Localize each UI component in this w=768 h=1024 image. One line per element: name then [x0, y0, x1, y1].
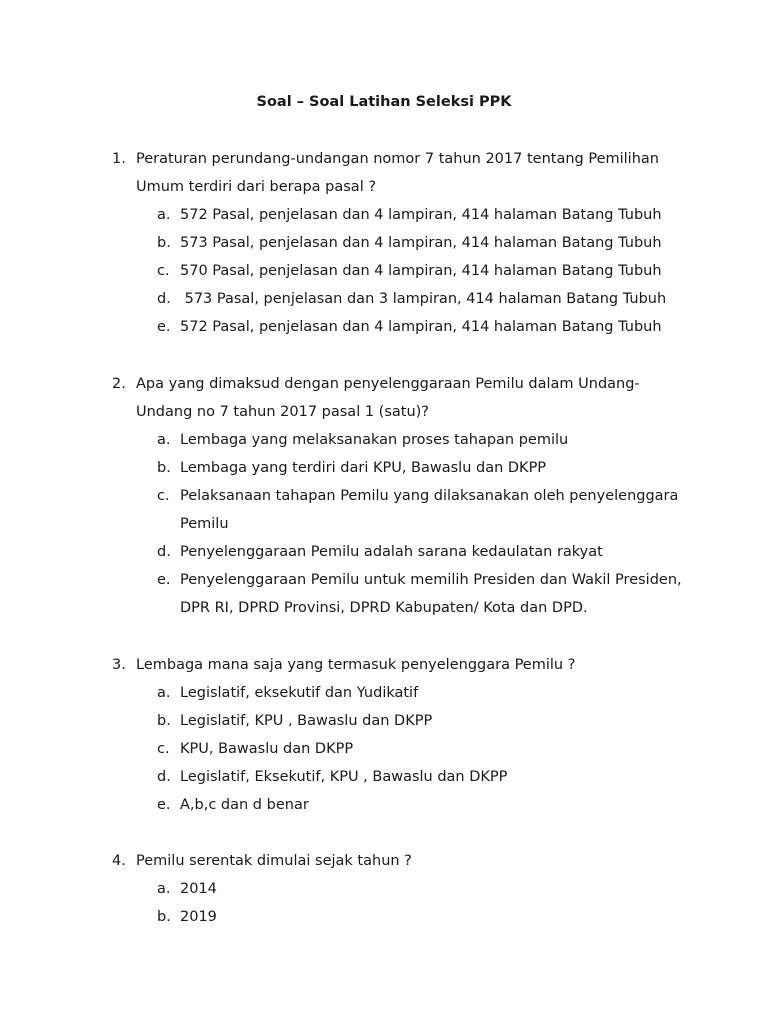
option-letter: c. — [157, 488, 170, 504]
option-list — [112, 201, 692, 341]
option-a — [112, 875, 692, 903]
option-text: Lembaga yang terdiri dari KPU, Bawaslu dan DKPP — [180, 460, 547, 476]
option-list — [112, 875, 692, 931]
question-2 — [112, 370, 692, 622]
option-list — [112, 679, 692, 819]
question-text: Lembaga mana saja yang termasuk penyelenggara Pemilu ? — [136, 657, 576, 673]
question-number: 3. — [112, 657, 126, 673]
option-text: 2014 — [180, 881, 217, 897]
option-b — [112, 707, 692, 735]
option-letter: a. — [157, 881, 171, 897]
option-text: A,b,c dan d benar — [180, 797, 309, 813]
option-text: 573 Pasal, penjelasan dan 3 lampiran, 414 halaman Batang Tubuh — [180, 291, 667, 307]
option-text: Lembaga yang melaksanakan proses tahapan pemilu — [180, 432, 569, 448]
option-text: 573 Pasal, penjelasan dan 4 lampiran, 414 halaman Batang Tubuh — [180, 235, 662, 251]
option-letter: d. — [157, 291, 171, 307]
option-letter: e. — [157, 797, 171, 813]
question-number: 4. — [112, 853, 126, 869]
option-letter: a. — [157, 207, 171, 223]
question-number: 2. — [112, 376, 126, 392]
option-e — [112, 566, 692, 622]
document-title: Soal – Soal Latihan Seleksi PPK — [256, 94, 512, 110]
option-letter: c. — [157, 263, 170, 279]
option-b — [112, 903, 692, 931]
option-letter: b. — [157, 235, 171, 251]
question-text: Peraturan perundang-undangan nomor 7 tahun 2017 tentang Pemilihan Umum terdiri dari berapa pasal ? — [136, 151, 659, 195]
option-letter: c. — [157, 741, 170, 757]
option-text: 572 Pasal, penjelasan dan 4 lampiran, 414 halaman Batang Tubuh — [180, 207, 662, 223]
option-d — [112, 538, 692, 566]
option-text: 2019 — [180, 909, 217, 925]
option-b — [112, 454, 692, 482]
option-letter: d. — [157, 769, 171, 785]
option-b — [112, 229, 692, 257]
question-text: Pemilu serentak dimulai sejak tahun ? — [136, 853, 412, 869]
option-letter: e. — [157, 319, 171, 335]
option-a — [112, 201, 692, 229]
option-text: KPU, Bawaslu dan DKPP — [180, 741, 354, 757]
option-letter: e. — [157, 572, 171, 588]
option-c — [112, 735, 692, 763]
question-3 — [112, 651, 692, 819]
question-text: Apa yang dimaksud dengan penyelenggaraan Pemilu dalam Undang-Undang no 7 tahun 2017 pasal 1 (satu)? — [136, 376, 640, 420]
option-text: Penyelenggaraan Pemilu untuk memilih Presiden dan Wakil Presiden, DPR RI, DPRD Provinsi, DPRD Kabupaten/ Kota dan DPD. — [180, 572, 682, 616]
option-list — [112, 426, 692, 622]
option-d — [112, 285, 692, 313]
option-text: Legislatif, eksekutif dan Yudikatif — [180, 685, 419, 701]
option-text: Pelaksanaan tahapan Pemilu yang dilaksanakan oleh penyelenggara Pemilu — [180, 488, 679, 532]
option-text: Legislatif, Eksekutif, KPU , Bawaslu dan DKPP — [180, 769, 508, 785]
option-text: 572 Pasal, penjelasan dan 4 lampiran, 414 halaman Batang Tubuh — [180, 319, 662, 335]
question-number: 1. — [112, 151, 126, 167]
option-a — [112, 679, 692, 707]
option-text: 570 Pasal, penjelasan dan 4 lampiran, 414 halaman Batang Tubuh — [180, 263, 662, 279]
option-letter: a. — [157, 685, 171, 701]
option-text: Penyelenggaraan Pemilu adalah sarana kedaulatan rakyat — [180, 544, 603, 560]
option-letter: d. — [157, 544, 171, 560]
option-c — [112, 257, 692, 285]
question-4 — [112, 847, 692, 931]
option-text: Legislatif, KPU , Bawaslu dan DKPP — [180, 713, 433, 729]
option-d — [112, 763, 692, 791]
option-letter: b. — [157, 460, 171, 476]
option-e — [112, 313, 692, 341]
option-letter: b. — [157, 909, 171, 925]
option-c — [112, 482, 692, 538]
option-a — [112, 426, 692, 454]
option-letter: a. — [157, 432, 171, 448]
option-e — [112, 791, 692, 819]
option-letter: b. — [157, 713, 171, 729]
question-1 — [112, 145, 692, 341]
